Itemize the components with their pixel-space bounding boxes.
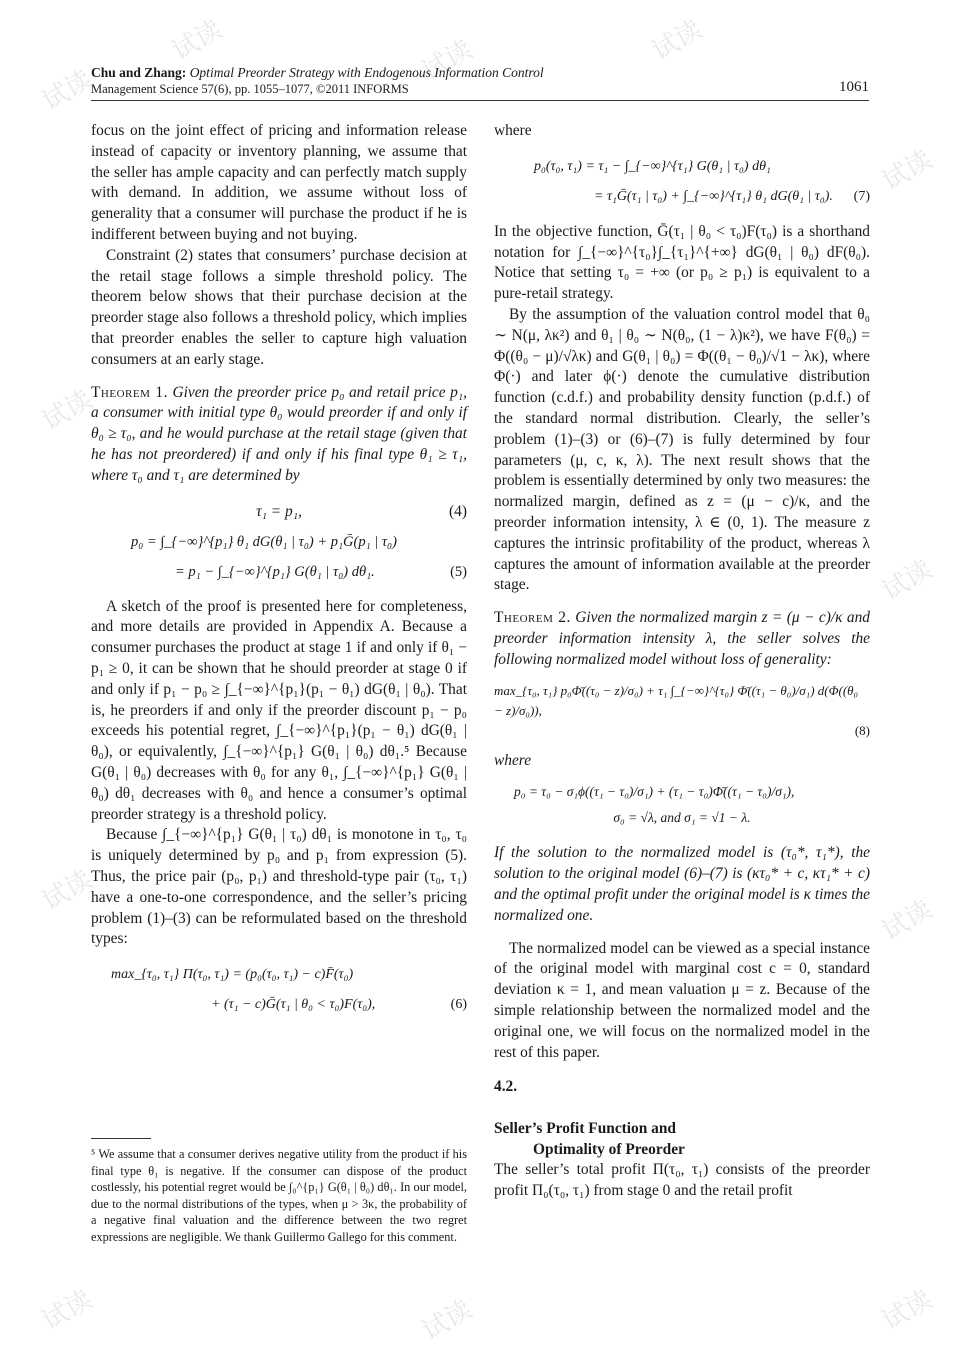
watermark: 试读 bbox=[37, 64, 98, 117]
header-journal: Management Science 57(6), pp. 1055–1077, ©2011 INFORMS bbox=[91, 82, 409, 96]
equation-4: τ₁ = p₁, bbox=[256, 502, 302, 520]
theorem-heading: Theorem 2. bbox=[494, 609, 571, 627]
paragraph: Constraint (2) states that consumers’ purchase decision at the retail stage follows a simple threshold policy. The theorem below shows that their purchase decision at the preorder stage also follows a threshold policy, which implies that preorder enables the seller to capture high valuation consumers at an early stage. bbox=[91, 246, 467, 368]
equation-8-main: max_{τ₀, τ₁} p₀Φ̄((τ₀ − z)/σ₀) + τ₁ ∫_{−∞}^{τ₀} Φ̄((τ₁ − θ₀)/σ₁) d(Φ((θ₀ − z)/σ₀)), bbox=[494, 682, 859, 718]
paragraph: The normalized model can be viewed as a special instance of the original model with marginal cost c = 0, standard deviation κ = 1, and mean valuation μ = z. Because of the simple relationship between the normalized model and the original one, we will focus on the normalized model in the rest of this paper. bbox=[494, 939, 870, 1061]
equation-number: (5) bbox=[450, 563, 467, 580]
theorem-body: Given the preorder price p₀ and retail price p₁, a consumer with initial type θ₀ would preorder if and only if θ₀ ≥ τ₀, and he would purchase at the retail stage (given that he has not preordered) if and only if his final type θ₁ ≥ τ₁, where τ₀ and τ₁ are determined by bbox=[91, 383, 467, 484]
paragraph: By the assumption of the valuation control model that θ₀ ∼ N(μ, λκ²) and θ₁ | θ₀ ∼ N(θ₀, (1 − λ)κ²), we have F(θ₀) = Φ((θ₀ − μ)/√λκ) and G(θ₁ | θ₀) = Φ((θ₁ − θ₀)/√1 − λκ), where Φ(·) and later ϕ(·) denote the cumulative distribution function (c.d.f.) and probability density function (p.d.f.) of the standard normal distribution. Clearly, the seller’s problem (1)–(3) or (6)–(7) is fully determined by four parameters (μ, c, κ, λ). The next result shows that the problem is essentially determined by only two measures: the normalized margin, defined as z = (μ − c)/κ, and the preorder information intensity, λ ∈ (0, 1). The measure z captures the intrinsic profitability of the product, whereas λ captures the amount of information available at the preorder stage. bbox=[494, 305, 870, 594]
left-column bbox=[91, 121, 467, 1030]
header-title: Optimal Preorder Strategy with Endogenous Information Control bbox=[189, 65, 544, 80]
equation-number: (6) bbox=[450, 997, 467, 1013]
page-number: 1061 bbox=[839, 79, 869, 95]
paragraph: A sketch of the proof is presented here for completeness, and more details are provided in Appendix A. Because a consumer purchases the product at stage 1 if and only if θ₁ − p₁ ≥ 0, it can be shown that he should preorder at stage 0 if and only if p₁ − p₀ ≥ ∫_{−∞}^{p₁}(p₁ − θ₁) dG(θ₁ | θ₀). That is, he preorders if and only if the preorder discount p₁ − p₀ exceeds his potential regret, ∫_{−∞}^{p₁}(p₁ − θ₁) dG(θ₁ | θ₀), or equivalently, ∫_{−∞}^{p₁} G(θ₁ | θ₀) dθ₁.⁵ Because G(θ₁ | θ₀) decreases with θ₀ for any θ₁, ∫_{−∞}^{p₁} G(θ₁ | θ₀) dθ₁ decreases with θ₀ and hence a consumer’s optimal preorder strategy is a threshold policy. bbox=[91, 597, 467, 823]
watermark: 试读 bbox=[417, 1294, 478, 1347]
watermark: 试读 bbox=[37, 384, 98, 437]
equation-7a: p₀(τ₀, τ₁) = τ₁ − ∫_{−∞}^{τ₁} G(θ₁ | τ₀) dθ₁ bbox=[534, 158, 771, 174]
equation-4-5 bbox=[91, 497, 467, 587]
equation-6b: + (τ₁ − c)Ḡ(τ₁ | θ₀ < τ₀)F(τ₀), bbox=[211, 997, 376, 1013]
section-title-2: Optimality of Preorder bbox=[533, 1140, 685, 1158]
theorem-heading: Theorem 1. bbox=[91, 383, 168, 401]
section-heading bbox=[494, 1077, 870, 1160]
theorem-2-tail: If the solution to the normalized model is (τ₀*, τ₁*), the solution to the original model (6)–(7) is (κτ₀* + c, κτ₁* + c) and the optimal profit under the original model is κ times the normalized one. bbox=[494, 844, 870, 924]
equation-5b: = p₁ − ∫_{−∞}^{p₁} G(θ₁ | τ₀) dθ₁. bbox=[175, 563, 375, 580]
theorem-1 bbox=[91, 383, 467, 487]
equation-6 bbox=[91, 960, 467, 1020]
theorem-2 bbox=[494, 608, 870, 670]
watermark: 试读 bbox=[877, 554, 938, 607]
equation-number: (4) bbox=[449, 502, 467, 520]
equation-8b: p₀ = τ₀ − σ₁ϕ((τ₁ − τ₀)/σ₁) + (τ₁ − τ₀)Φ̄((τ₁ − τ₀)/σ₁), bbox=[514, 784, 795, 800]
where-label: where bbox=[494, 751, 532, 769]
equation-8c: σ₀ = √λ, and σ₁ = √1 − λ. bbox=[613, 810, 751, 826]
section-number: 4.2. bbox=[494, 1078, 518, 1096]
paragraph: focus on the joint effect of pricing and information release instead of capacity or inventory planning, we assume that the seller has ample capacity and can perfectly match supply with demand. In addition, we assume without loss of generality that a consumer will purchase the product if he is indifferent between buying and not buying. bbox=[91, 122, 467, 243]
equation-number: (7) bbox=[853, 188, 870, 204]
watermark: 试读 bbox=[647, 14, 708, 67]
section-title-1: Seller’s Profit Function and bbox=[494, 1119, 676, 1137]
footnote-rule bbox=[91, 1138, 151, 1139]
watermark: 试读 bbox=[167, 14, 228, 67]
equation-7b: = τ₁Ḡ(τ₁ | τ₀) + ∫_{−∞}^{τ₁} θ₁ dG(θ₁ | τ₀). bbox=[594, 188, 833, 204]
header-rule bbox=[91, 100, 869, 101]
equation-8-defs bbox=[494, 781, 870, 833]
footnote-5: ⁵ We assume that a consumer derives negative utility from the product if his final type θ₁ is negative. If the consumer can dispose of the product costlessly, his potential regret would be ∫₀^{p₁} G(θ₁ | θ₀) dθ₁. In our model, due to the normal distributions of the types, when μ > 3κ, the probability of a negative final valuation and the difference between the two regret expressions are negligible. We thank Guillermo Gallego for this comment. bbox=[91, 1147, 467, 1244]
theorem-body: Given the normalized margin z = (μ − c)/κ and preorder information intensity λ, the seller solves the following normalized model without loss of generality: bbox=[494, 609, 870, 668]
paragraph: The seller’s total profit Π(τ₀, τ₁) consists of the preorder profit Π₀(τ₀, τ₁) from stage 0 and the retail profit bbox=[494, 1161, 870, 1200]
running-header bbox=[91, 64, 869, 97]
section-line-1 bbox=[494, 1077, 870, 1139]
watermark: 试读 bbox=[877, 1284, 938, 1337]
watermark: 试读 bbox=[877, 894, 938, 947]
watermark: 试读 bbox=[877, 144, 938, 197]
equation-6a: max_{τ₀, τ₁} Π(τ₀, τ₁) = (p₀(τ₀, τ₁) − c)F̄(τ₀) bbox=[111, 967, 354, 983]
equation-7 bbox=[494, 152, 870, 212]
paragraph: In the objective function, Ḡ(τ₁ | θ₀ < τ₀)F(τ₀) is a shorthand notation for ∫_{−∞}^{τ₀}∫_{τ₁}^{+∞} dG(θ₁ | θ₀) dF(θ₀). Notice that setting τ₀ = +∞ (or p₀ ≥ p₁) is equivalent to a pure-retail strategy. bbox=[494, 222, 870, 303]
right-column bbox=[494, 121, 870, 1202]
equation-number: (8) bbox=[854, 722, 870, 738]
header-authors: Chu and Zhang: bbox=[91, 65, 187, 80]
watermark: 试读 bbox=[417, 34, 478, 87]
watermark: 试读 bbox=[37, 1284, 98, 1337]
header-line-1 bbox=[91, 64, 869, 81]
watermark: 试读 bbox=[37, 864, 98, 917]
equation-5a: p₀ = ∫_{−∞}^{p₁} θ₁ dG(θ₁ | τ₀) + p₁Ḡ(p₁ | τ₀) bbox=[131, 533, 397, 550]
paragraph: Because ∫_{−∞}^{p₁} G(θ₁ | τ₀) dθ₁ is monotone in τ₀, τ₀ is uniquely determined by p₀ and p₁ from expression (5). Thus, the price pair (p₀, p₁) and threshold-type pair (τ₀, τ₁) have a one-to-one correspondence, and the seller’s pricing problem (1)–(3) can be reformulated based on the threshold types: bbox=[91, 826, 467, 948]
equation-8 bbox=[494, 681, 870, 741]
paragraph: where bbox=[494, 122, 532, 139]
